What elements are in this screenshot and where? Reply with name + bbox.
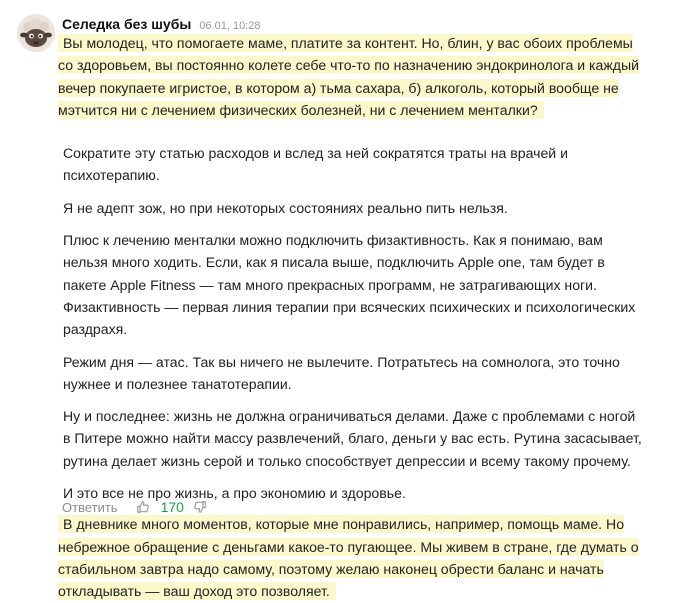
sheep-avatar-icon xyxy=(17,14,55,52)
comment-paragraph xyxy=(58,32,643,121)
upvote-button[interactable] xyxy=(134,498,152,516)
comment-paragraph: Сократите эту статью расходов и вслед за ней сократятся траты на врачей и психотерапию. xyxy=(63,145,568,184)
thumbs-up-icon xyxy=(136,500,150,514)
score-count: 170 xyxy=(160,499,184,515)
thumbs-down-icon xyxy=(193,500,207,514)
reply-button[interactable]: Ответить xyxy=(62,499,118,515)
comment-paragraph: И это все не про жизнь, а про экономию и здоровье. xyxy=(63,485,406,502)
comment-paragraph: Я не адепт зож, но при некоторых состояниях реально пить нельзя. xyxy=(63,199,508,216)
highlighted-quote: Вы молодец, что помогаете маме, платите за контент. Но, блин, у вас обоих проблемы со здоровьем, вы постоянно колете себе что-то по назначению эндокринолога и каждый вечер покупаете игристое, в котором а) тьма сахара, б) алкоголь, который вообще не мэтчится ни с лечением физических болезней, ни с лечением менталки? xyxy=(58,35,640,118)
comment-paragraph xyxy=(58,513,643,602)
comment-footer xyxy=(62,497,209,517)
downvote-button[interactable] xyxy=(191,498,209,516)
highlighted-quote: В дневнике много моментов, которые мне понравились, например, помощь маме. Но небрежное обращение с деньгами какое-то пугающее. Мы живем в стране, где думать о стабильном завтра надо самому, поэтому желаю наконец обрести баланс и начать откладывать — ваш доход это позволяет. xyxy=(58,516,639,600)
avatar[interactable] xyxy=(17,14,55,52)
author-name[interactable]: Селедка без шубы xyxy=(62,16,192,32)
comment-paragraph: Режим дня — атас. Так вы ничего не вылечите. Потратьтесь на сомнолога, это точно нужнее и полезнее танатотерапии. xyxy=(63,353,620,392)
comment-date: 06.01, 10:28 xyxy=(199,20,261,32)
comment-paragraph: Плюс к лечению менталки можно подключить физактивность. Как я понимаю, вам нельзя много ходить. Если, как я писала выше, подключить Apple one, там будет в пакете Apple Fitness — там много прекрасных программ, не затрагивающих ноги. Физактивность — первая линия терапии при всяческих психических и психологических раздрахя. xyxy=(63,232,636,338)
comment-paragraph: Ну и последнее: жизнь не должна ограничиваться делами. Даже с проблемами с ногой в Питере можно найти массу развлечений, благо, деньги у вас есть. Рутина засасывает, рутина делает жизнь серой и только способствует депрессии и всему такому прочему. xyxy=(63,408,642,469)
